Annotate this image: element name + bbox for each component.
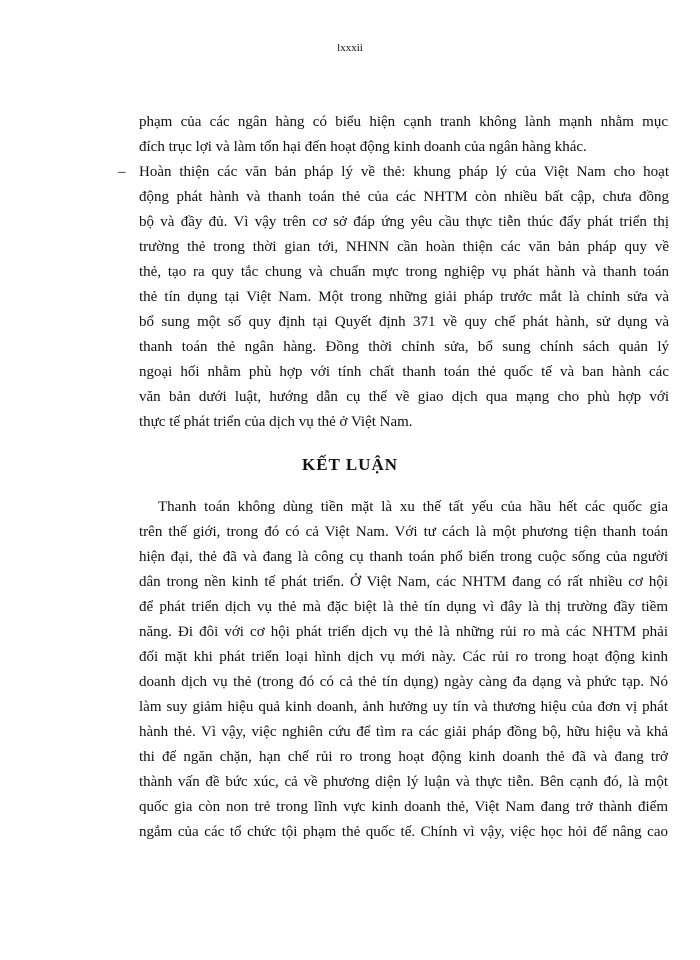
text-line: dân trong nền kinh tế phát triển. Ở Việt Nam, các NHTM đang có rất nhiều cơ hội [139, 574, 668, 590]
text-line: động phát hành và thanh toán thẻ của các NHTM còn nhiều bất cập, chưa đồng [139, 189, 669, 205]
text-line: ngoại hối nhằm phù hợp với tính chất thanh toán thẻ quốc tế và ban hành các [139, 364, 669, 380]
text-line: làm suy giảm hiệu quả kinh doanh, ảnh hưởng uy tín và thương hiệu của đơn vị phát [139, 699, 668, 715]
text-line: văn bản dưới luật, hướng dẫn cụ thể về giao dịch qua mạng cho phù hợp với [139, 389, 669, 405]
text-line: đối mặt khi phát triển loại hình dịch vụ mới này. Các rủi ro trong hoạt động kinh [139, 649, 668, 665]
text-line: Thanh toán không dùng tiền mặt là xu thế tất yếu của hầu hết các quốc gia [158, 499, 668, 515]
page-number: lxxxii [337, 42, 363, 54]
text-line: để phát triển dịch vụ thẻ mà đặc biệt là thẻ tín dụng vì đây là thị trường đầy tiềm [139, 599, 668, 615]
text-line: bổ sung một số quy định tại Quyết định 371 về quy chế phát hành, sử dụng và [139, 314, 669, 330]
text-line: phạm của các ngân hàng có biểu hiện cạnh tranh không lành mạnh nhằm mục [139, 114, 668, 130]
text-line: quốc gia còn non trẻ trong lĩnh vực kinh doanh thẻ, Việt Nam đang trở thành điểm [139, 799, 668, 815]
section-heading: KẾT LUẬN [301, 455, 398, 474]
text-line: trường thẻ trong thời gian tới, NHNN cần hoàn thiện các văn bản pháp quy về [139, 239, 669, 255]
text-line: ngắm của các tổ chức tội phạm thẻ quốc tế. Chính vì vậy, việc học hỏi để nâng cao [139, 824, 668, 840]
text-line: hành thẻ. Vì vậy, việc nghiên cứu để tìm ra các giải pháp đồng bộ, hữu hiệu và khả [139, 724, 668, 740]
text-line: đích trục lợi và làm tổn hại đến hoạt động kinh doanh của ngân hàng khác. [139, 139, 587, 155]
text-line: trên thế giới, trong đó có cả Việt Nam. Với tư cách là một phương tiện thanh toán [139, 524, 668, 540]
text-line: thẻ, tạo ra quy tắc chung và chuẩn mực trong nghiệp vụ phát hành và thanh toán [139, 264, 669, 280]
text-line: thi để ngăn chặn, hạn chế rủi ro trong hoạt động kinh doanh thẻ đã và đang trở [139, 749, 668, 765]
text-line: hiện đại, thẻ đã và đang là công cụ thanh toán phổ biến trong cuộc sống của người [139, 549, 668, 565]
text-line: thành vấn đề bức xúc, cả về phương diện lý luận và thực tiễn. Bên cạnh đó, là một [139, 774, 668, 790]
bullet-marker: – [118, 164, 126, 180]
text-line: thẻ tín dụng tại Việt Nam. Một trong những giải pháp trước mắt là chỉnh sửa và [139, 289, 669, 305]
text-line: Hoàn thiện các văn bản pháp lý về thẻ: khung pháp lý của Việt Nam cho hoạt [139, 164, 669, 180]
text-line: thanh toán thẻ ngân hàng. Đồng thời chỉnh sửa, bổ sung chính sách quản lý [139, 339, 669, 355]
text-line: bộ và đầy đủ. Vì vậy trên cơ sở đáp ứng yêu cầu thực tiễn thúc đẩy phát triển thị [139, 214, 669, 230]
text-line: doanh dịch vụ thẻ (trong đó có cả thẻ tín dụng) ngày càng đa dạng và phức tạp. Nó [139, 674, 668, 690]
text-line: năng. Đi đôi với cơ hội phát triển dịch vụ thẻ là những rủi ro mà các NHTM phải [139, 624, 668, 640]
text-line: thực tế phát triển của dịch vụ thẻ ở Việt Nam. [139, 414, 413, 430]
